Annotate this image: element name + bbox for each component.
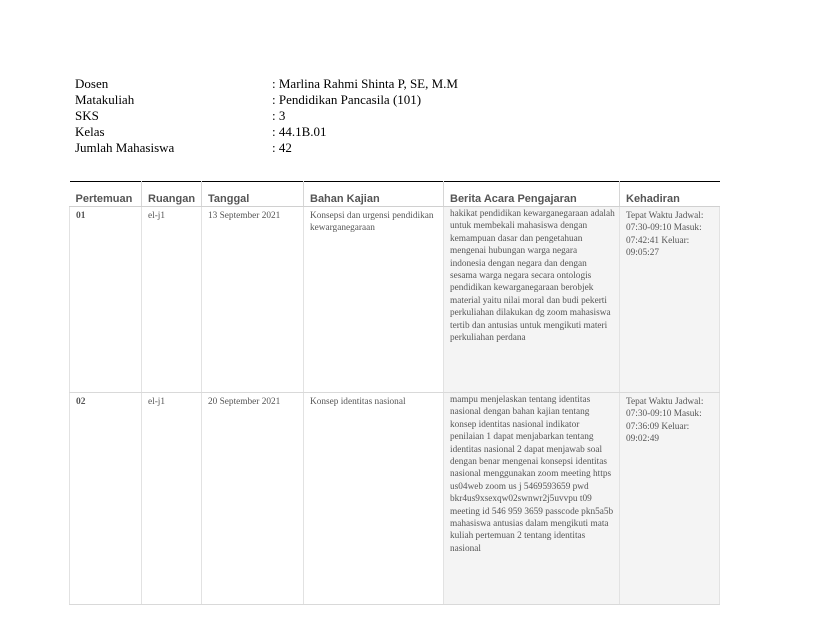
info-label: Dosen <box>75 76 109 91</box>
cell-pertemuan: 02 <box>70 393 142 605</box>
cell-kehadiran: Tepat Waktu Jadwal: 07:30-09:10 Masuk: 07:36:09 Keluar: 09:02:49 <box>620 393 720 605</box>
info-value: : 42 <box>272 140 292 155</box>
header-pertemuan: Pertemuan <box>70 182 142 207</box>
attendance-table <box>69 181 720 605</box>
header-bahan-kajian: Bahan Kajian <box>304 182 444 207</box>
info-value: : Marlina Rahmi Shinta P, SE, M.M <box>272 76 458 91</box>
cell-tanggal: 13 September 2021 <box>202 207 304 393</box>
info-label: Kelas <box>75 124 105 139</box>
cell-bahan-kajian: Konsep identitas nasional <box>304 393 444 605</box>
info-value: : 3 <box>272 108 286 123</box>
cell-tanggal: 20 September 2021 <box>202 393 304 605</box>
cell-berita-acara: mampu menjelaskan tentang identitas nasional dengan bahan kajian tentang konsep identitas nasional indikator penilaian 1 dapat menjabarkan tentang identitas nasional 2 dapat menjawab soal dengan benar mengenai konsepsi identitas nasional menggunakan zoom meeting https us04web zoom us j 5469593659 pwd bkr4us9xsexqw02swnwr2j5uvvpu t09 meeting id 546 959 3659 passcode pkn5a5b mahasiswa antusias dalam mengikuti mata kuliah pertemuan 2 tentang identitas nasional <box>444 393 620 605</box>
cell-pertemuan: 01 <box>70 207 142 393</box>
info-label: Jumlah Mahasiswa <box>75 140 175 155</box>
header-tanggal: Tanggal <box>202 182 304 207</box>
cell-bahan-kajian: Konsepsi dan urgensi pendidikan kewarganegaraan <box>304 207 444 393</box>
cell-ruangan: el-j1 <box>142 393 202 605</box>
cell-berita-acara: hakikat pendidikan kewarganegaraan adalah untuk membekali mahasiswa dengan kemampuan dasar dan pengetahuan mengenai hubungan warga negara indonesia dengan negara dan dengan sesama warga negara secara ontologis pendidikan kewarganegaraan berobjek material yaitu nilai moral dan budi pekerti perkuliahan dilakukan dg zoom mahasiswa tertib dan antusias untuk mengikuti materi perkuliahan perdana <box>444 207 620 393</box>
table-header-row <box>70 182 720 207</box>
info-value: : 44.1B.01 <box>272 124 327 139</box>
cell-ruangan: el-j1 <box>142 207 202 393</box>
header-berita-acara: Berita Acara Pengajaran <box>444 182 620 207</box>
info-value: : Pendidikan Pancasila (101) <box>272 92 422 107</box>
header-kehadiran: Kehadiran <box>620 182 720 207</box>
header-ruangan: Ruangan <box>142 182 202 207</box>
table-row <box>70 393 720 605</box>
attendance-table-wrapper <box>69 181 719 605</box>
cell-kehadiran: Tepat Waktu Jadwal: 07:30-09:10 Masuk: 07:42:41 Keluar: 09:05:27 <box>620 207 720 393</box>
info-label: Matakuliah <box>75 92 135 107</box>
table-row <box>70 207 720 393</box>
info-label: SKS <box>75 108 99 123</box>
